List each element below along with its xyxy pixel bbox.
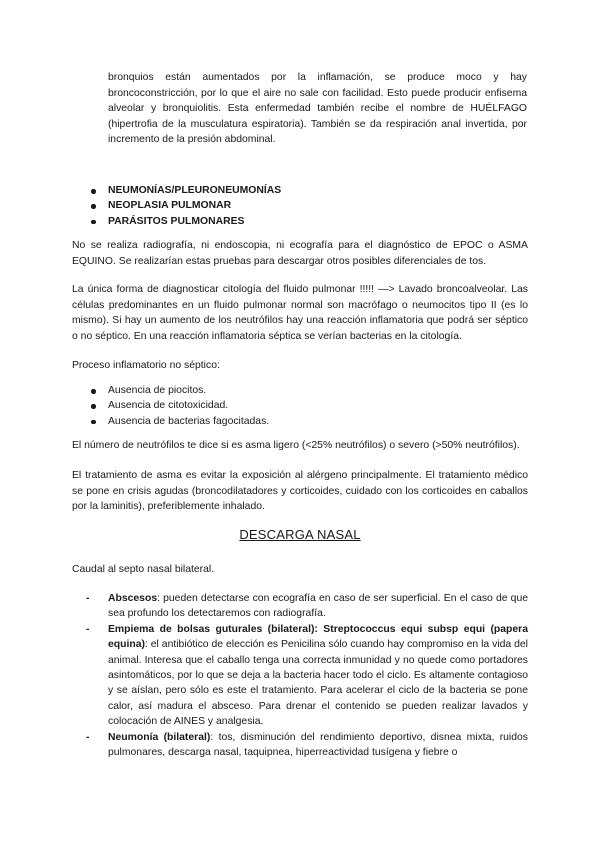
non-septic-heading: Proceso inflamatorio no séptico: bbox=[72, 360, 220, 371]
list-item bbox=[86, 622, 528, 730]
neutrophil-paragraph: El número de neutrófilos te dice si es asma ligero (<25% neutrófilos) o severo (>50% neutrófilos). bbox=[72, 440, 520, 451]
item-term: Abscesos bbox=[108, 593, 158, 604]
intro-paragraph: bronquios están aumentados por la inflamación, se produce moco y hay broncoconstricción, por lo que el aire no sale con facilidad. Esto puede producir enfisema alveolar y bronquiolitis. Esta enfermedad también recibe el nombre de HUÉLFAGO (hipertrofia de la musculatura espiratoria). También se da respiración anal invertida, por incremento de la presión abdominal. bbox=[108, 72, 527, 145]
item-text: : el antibiótico de elección es Penicilina sólo cuando hay compromiso en la vida del animal. Interesa que el caballo tenga una correcta inmunidad y no quede como portadores asintomáticos, por lo que se deja a la bacteria hacer todo el ciclo. Es altamente contagioso y se aíslan, pero sólo es este el tratamiento. Para acelerar el ciclo de la bacteria se pone calor, así madura el absceso. Para drenar el contenido se pueden realizar lavados y colocación de AINES y analgesia. bbox=[108, 639, 528, 728]
list-item-label: NEUMONÍAS/PLEURONEUMONÍAS bbox=[108, 185, 282, 196]
list-item bbox=[86, 730, 528, 761]
list-item-label: NEOPLASIA PULMONAR bbox=[108, 200, 232, 212]
item-text: : pueden detectarse con ecografía en caso de ser superficial. En el caso de que sea profundo los detectaremos con radiografía. bbox=[108, 593, 528, 620]
list-item: Ausencia de citotoxicidad. bbox=[88, 398, 508, 413]
item-text: : tos, disminución del rendimiento deportivo, disnea mixta, ruidos pulmonares, descarga nasal, taquipnea, hiperreactividad tusígena y fiebre o bbox=[108, 731, 528, 759]
list-item: Ausencia de piocitos. bbox=[88, 383, 508, 398]
list-item-label: PARÁSITOS PULMONARES bbox=[108, 215, 245, 227]
list-item bbox=[88, 183, 508, 198]
section-title: DESCARGA NASAL bbox=[239, 527, 361, 542]
item-term: Neumonía (bilateral) bbox=[108, 731, 211, 743]
diagnosis-paragraph: No se realiza radiografía, ni endoscopia, ni ecografía para el diagnóstico de EPOC o ASMA EQUINO. Se realizarían estas pruebas para descargar otros posibles diferenciales de tos. bbox=[72, 240, 528, 267]
conditions-list bbox=[88, 183, 508, 229]
list-item bbox=[88, 198, 508, 213]
cytology-paragraph: La única forma de diagnosticar citología del fluido pulmonar !!!!! —> Lavado broncoalveolar. Las células predominantes en un fluido pulmonar normal son macrófago o neumocitos tipo II (es lo mismo). Si hay un aumento de los neutrófilos hay una reacción inflamatoria que podrá ser séptico o no séptico. En una reacción inflamatoria séptica se verían bacterias en la citología. bbox=[72, 284, 528, 342]
treatment-paragraph: El tratamiento de asma es evitar la exposición al alérgeno principalmente. El tratamiento médico se pone en crisis agudas (broncodilatadores y corticoides, cuidado con los corticoides en caballos por la laminitis), preferiblemente inhalado. bbox=[72, 470, 528, 512]
list-item bbox=[86, 591, 528, 622]
list-item bbox=[88, 214, 508, 229]
section-subtitle: Caudal al septo nasal bilateral. bbox=[72, 564, 215, 575]
item-term: Empiema de bolsas guturales (bilateral): Streptococcus equi subsp equi (papera equina) bbox=[108, 623, 528, 651]
list-item: Ausencia de bacterias fagocitadas. bbox=[88, 414, 508, 429]
nasal-discharge-list bbox=[86, 591, 528, 760]
non-septic-list bbox=[88, 383, 508, 429]
